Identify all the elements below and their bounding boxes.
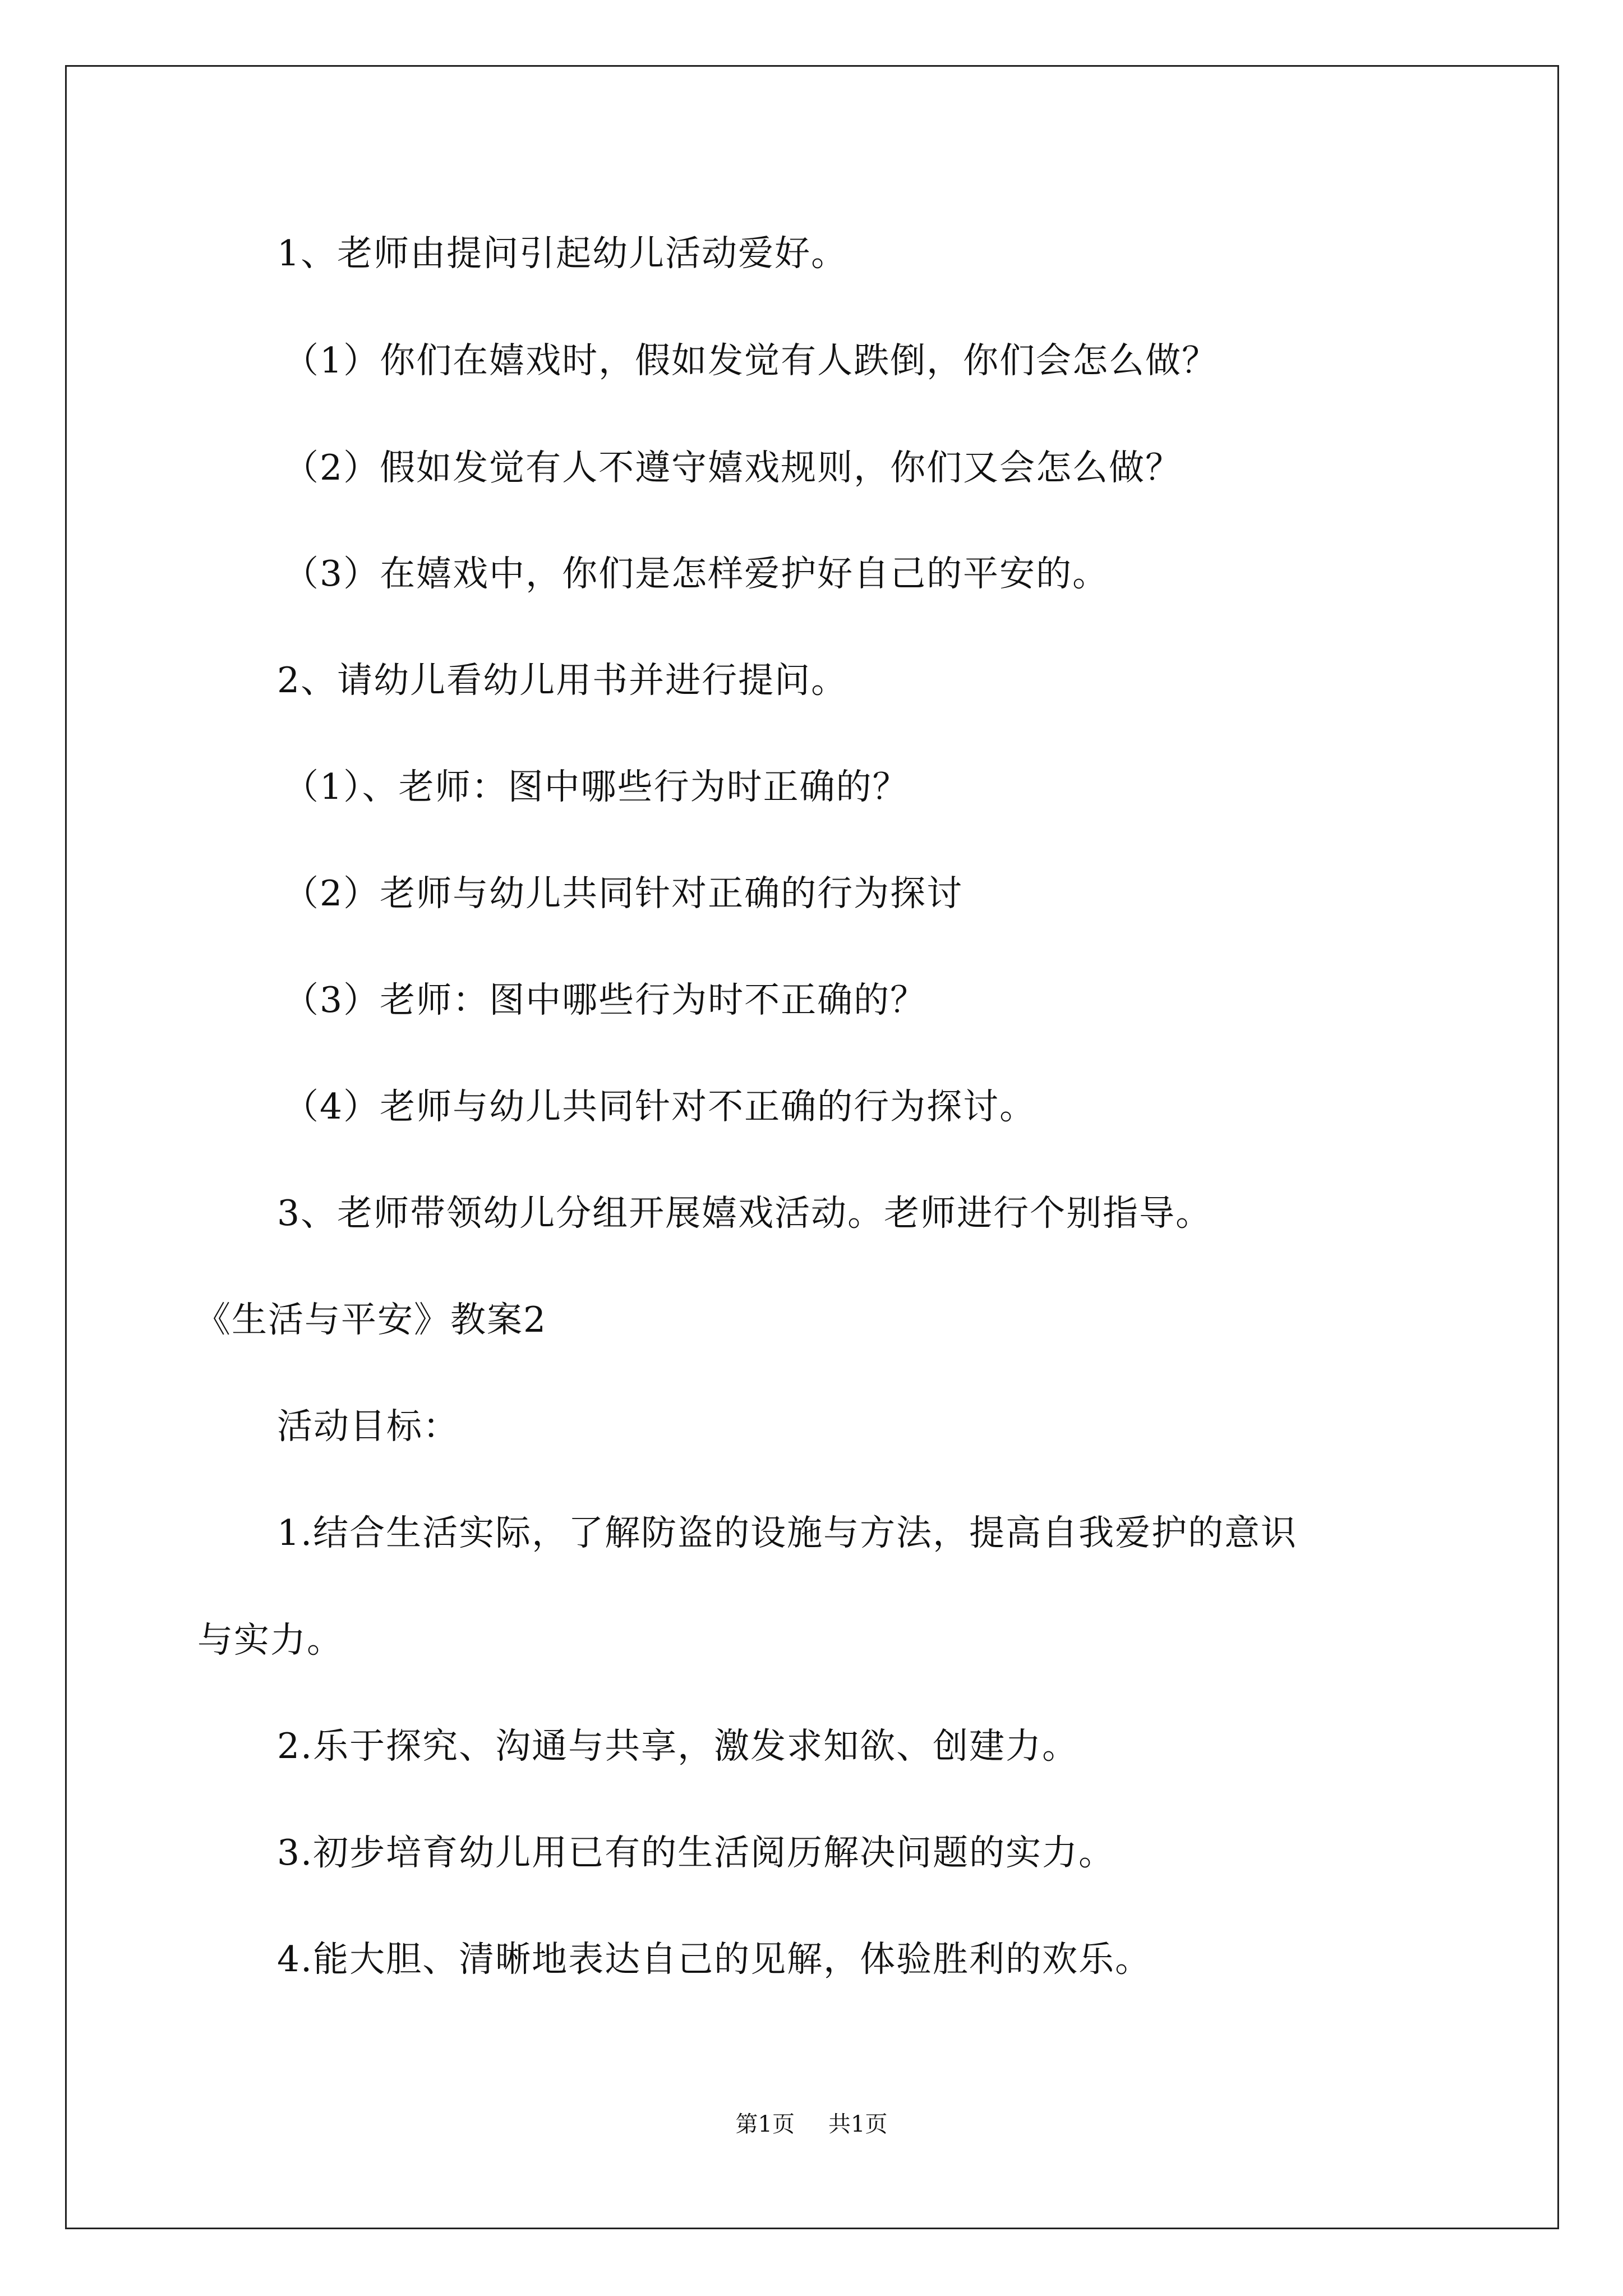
step-3-text: 3、老师带领幼儿分组开展嬉戏活动。老师进行个别指导。	[277, 1193, 1212, 1234]
step-2-text: 2、请幼儿看幼儿用书并进行提问。	[277, 660, 848, 701]
question-1-text: （1）你们在嬉戏时，假如发觉有人跌倒，你们会怎么做？	[283, 340, 1219, 381]
page-border	[65, 65, 1559, 2229]
substep-2-text: （2）老师与幼儿共同针对正确的行为探讨	[283, 873, 963, 914]
page-footer	[0, 2110, 1623, 2138]
objective-2-text: 2.乐于探究、沟通与共享，激发求知欲、创建力。	[277, 1726, 1079, 1766]
objective-4-text: 4.能大胆、清晰地表达自己的见解，体验胜利的欢乐。	[277, 1939, 1152, 1980]
question-3-text: （3）在嬉戏中，你们是怎样爱护好自己的平安的。	[283, 553, 1109, 594]
objectives-heading: 活动目标：	[277, 1406, 459, 1447]
objective-1-continuation: 与实力。	[197, 1619, 343, 1660]
objective-1-text: 1.结合生活实际，了解防盗的设施与方法，提高自我爱护的意识	[277, 1512, 1298, 1553]
objective-3-text: 3.初步培育幼儿用已有的生活阅历解决问题的实力。	[277, 1832, 1115, 1873]
substep-3-text: （3）老师：图中哪些行为时不正确的？	[283, 979, 927, 1020]
step-1-text: 1、老师由提问引起幼儿活动爱好。	[277, 233, 848, 274]
section-title: 《生活与平安》教案2	[195, 1299, 547, 1340]
question-2-text: （2）假如发觉有人不遵守嬉戏规则，你们又会怎么做？	[283, 447, 1182, 488]
substep-1-text: （1）、老师：图中哪些行为时正确的？	[283, 766, 909, 807]
substep-4-text: （4）老师与幼儿共同针对不正确的行为探讨。	[283, 1086, 1036, 1127]
page-total: 共1页	[828, 2111, 888, 2137]
page-number: 第1页	[735, 2111, 795, 2137]
